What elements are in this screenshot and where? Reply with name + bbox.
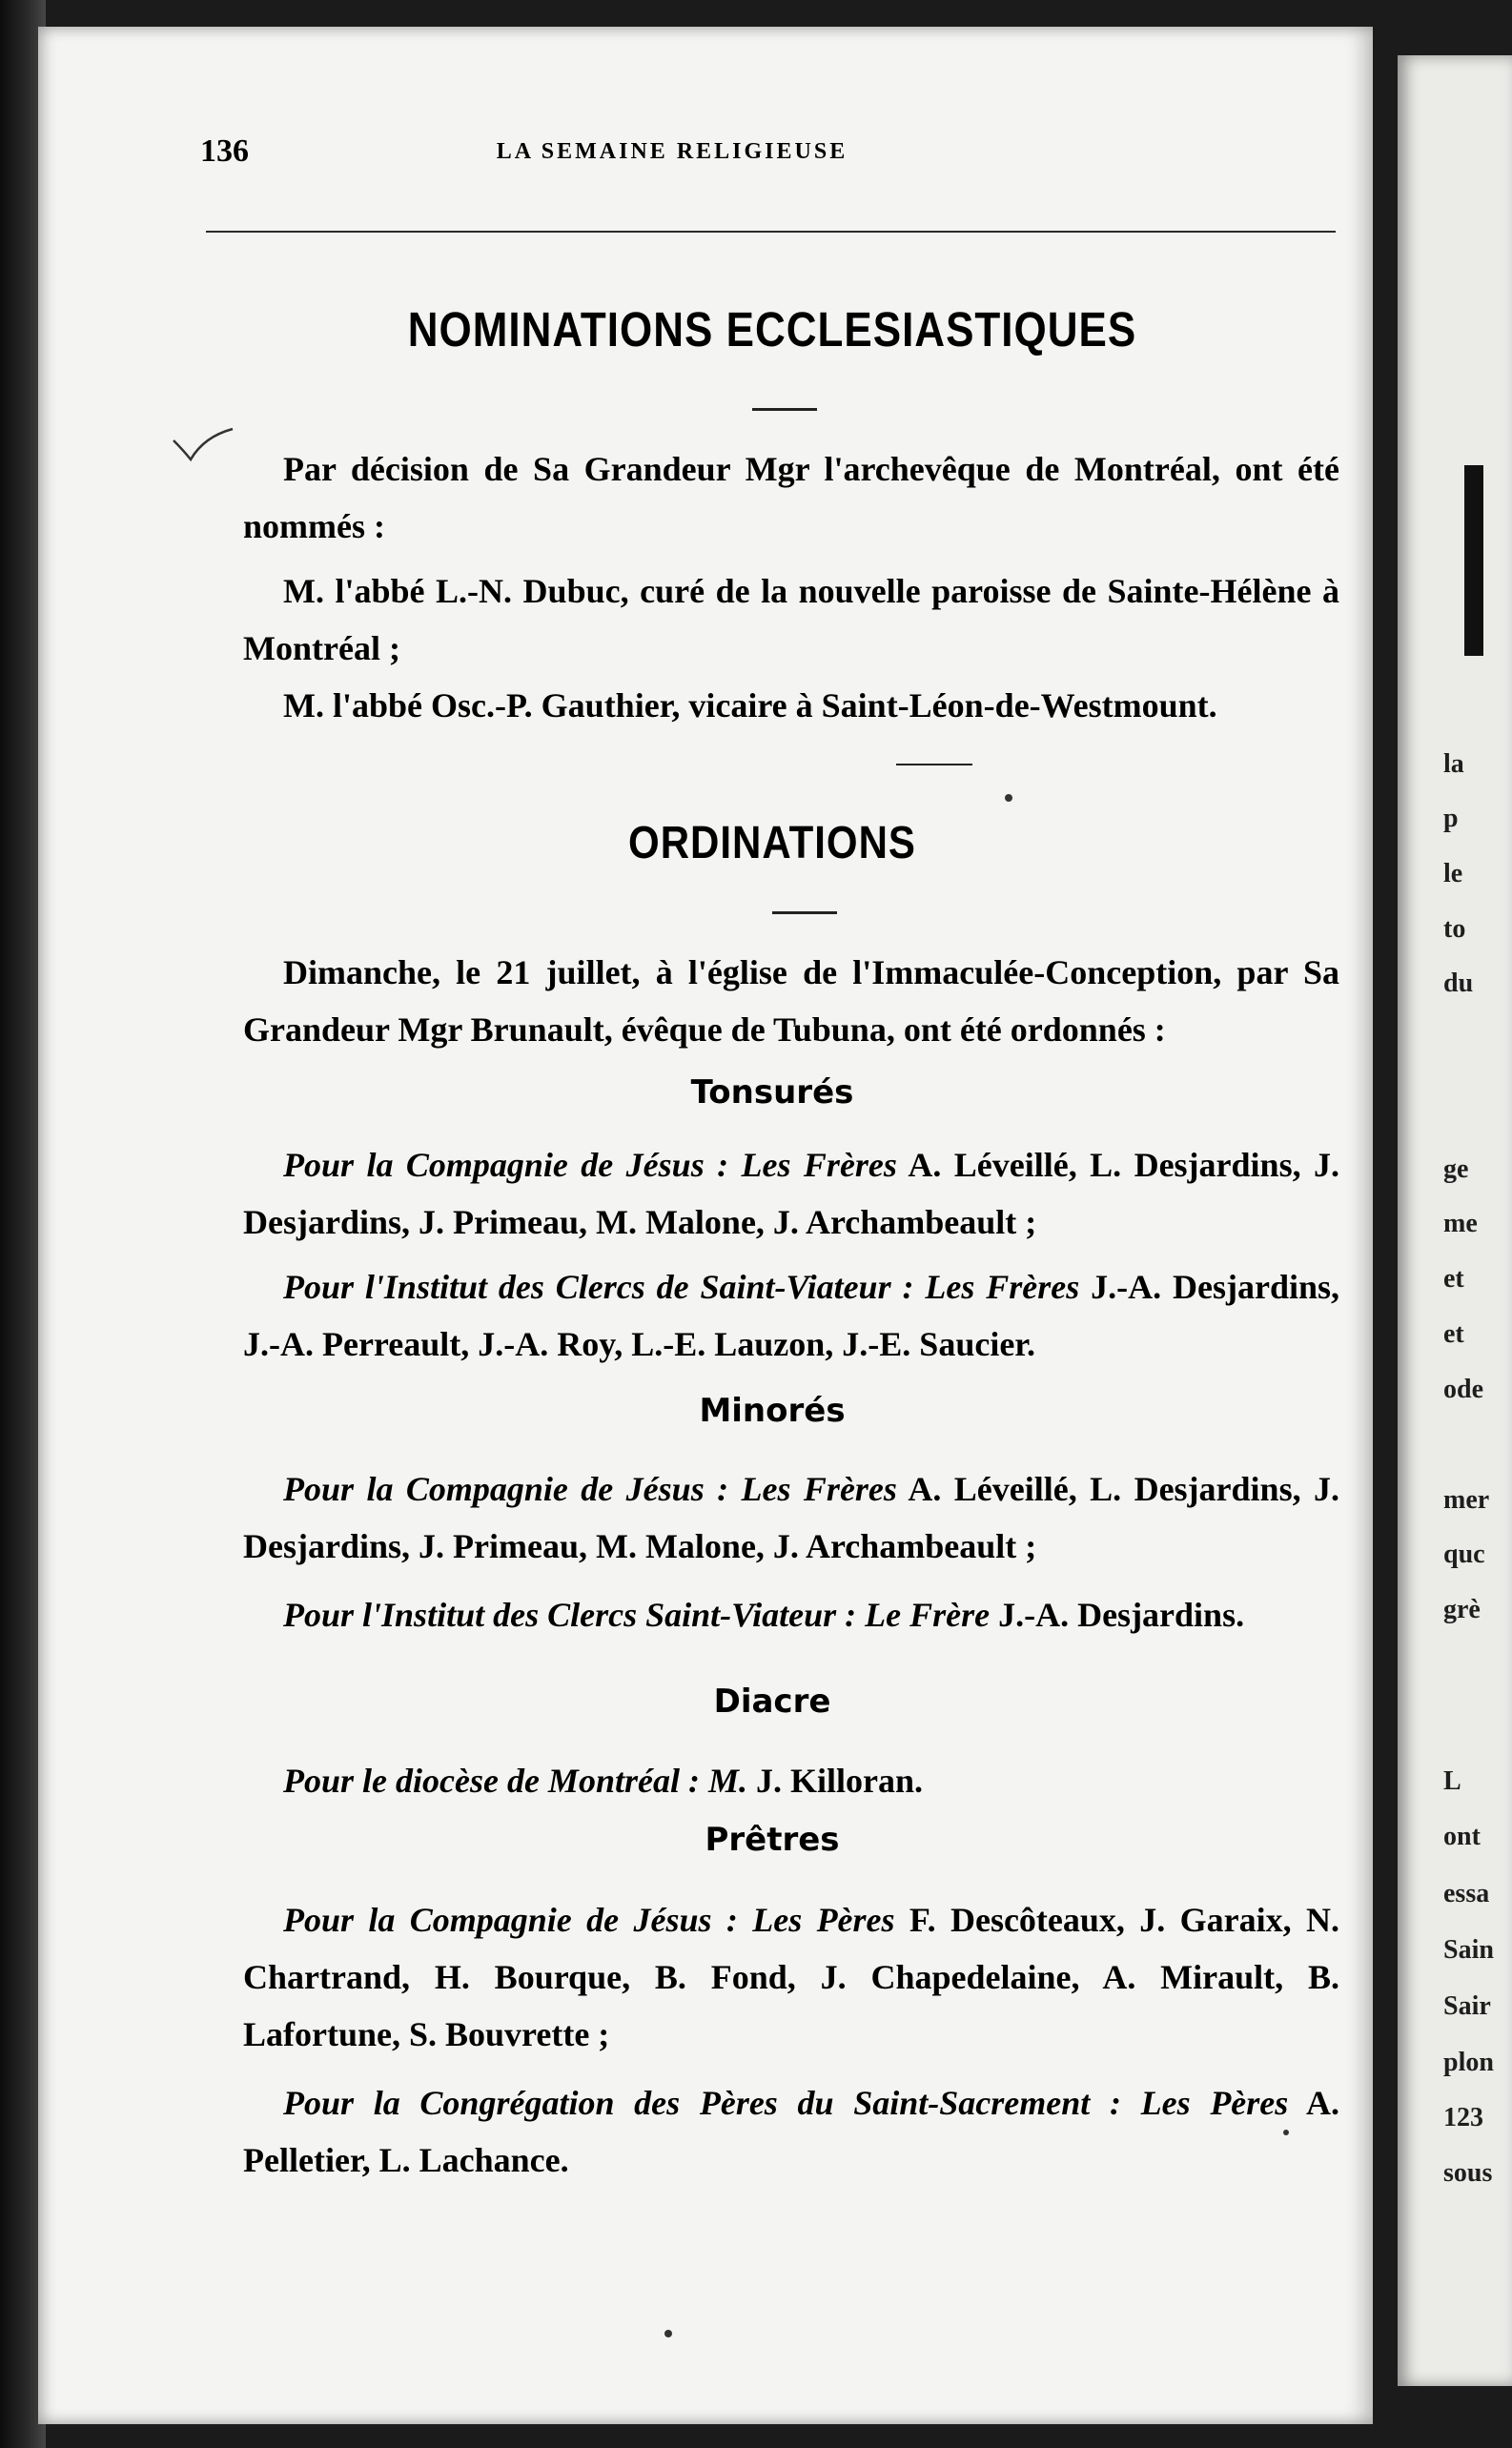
facing-fragment: quc [1443, 1540, 1485, 1569]
entry-names: F. Descôteaux, J. Garaix, N. Chartrand, H. Bourque, B. Fond, J. Chapedelaine, A. Mirault, B. Lafortune, S. Bouvrette ; [243, 1901, 1339, 2053]
facing-fragment: ode [1443, 1375, 1483, 1404]
group-heading-pretres: Prêtres [705, 1821, 840, 1859]
facing-fragment: du [1443, 969, 1474, 998]
entry-names: A. Léveillé, L. Desjardins, J. Desjardins, J. Primeau, M. Malone, J. Archambeault ; [243, 1470, 1339, 1565]
entry-prefix: Pour la Compagnie de Jésus : Les Frères [283, 1470, 897, 1508]
running-title: LA SEMAINE RELIGIEUSE [496, 139, 848, 164]
facing-fragment: ge [1443, 1154, 1469, 1184]
ordination-entry [243, 1258, 1339, 1373]
facing-fragment: Sair [1443, 1991, 1491, 2021]
facing-fragment: la [1443, 749, 1464, 779]
facing-fragment: essa [1443, 1879, 1490, 1908]
facing-fragment: 123 [1443, 2103, 1483, 2132]
check-mark-icon [170, 425, 236, 463]
facing-fragment: le [1443, 859, 1463, 888]
group-heading-tonsures: Tonsurés [690, 1073, 854, 1112]
entry-prefix: Pour la Compagnie de Jésus : Les Pères [283, 1901, 895, 1939]
header-rule [206, 231, 1336, 233]
nominations-title: NOMINATIONS ECCLESIASTIQUES [407, 303, 1137, 357]
facing-fragment: me [1443, 1209, 1478, 1238]
entry-names: J. Killoran. [746, 1762, 923, 1800]
facing-fragment: ont [1443, 1822, 1481, 1851]
entry-prefix: Pour le diocèse de Montréal : M. [283, 1762, 747, 1800]
section-divider [896, 764, 972, 765]
facing-page-black-tab [1464, 465, 1483, 656]
group-heading-diacre: Diacre [713, 1683, 831, 1721]
ink-speck [664, 2330, 672, 2337]
facing-fragment: et [1443, 1264, 1464, 1294]
running-head [200, 133, 1335, 191]
nomination-item: M. l'abbé L.-N. Dubuc, curé de la nouvelle paroisse de Sainte-Hélène à Montréal ; [243, 572, 1339, 667]
ordination-entry [243, 2074, 1339, 2189]
ordination-entry [243, 1460, 1339, 1575]
ordinations-title: ORDINATIONS [628, 816, 916, 868]
section-divider [752, 408, 817, 411]
facing-fragment: L [1443, 1766, 1461, 1796]
facing-fragment: to [1443, 914, 1466, 944]
entry-names: J.-A. Desjardins. [990, 1596, 1245, 1634]
facing-fragment: mer [1443, 1485, 1490, 1515]
facing-fragment: et [1443, 1319, 1464, 1349]
entry-names: A. Léveillé, L. Desjardins, J. Desjardins, J. Primeau, M. Malone, J. Archambeault ; [243, 1146, 1339, 1241]
page-number: 136 [200, 133, 249, 169]
nominations-intro: Par décision de Sa Grandeur Mgr l'archevêque de Montréal, ont été nommés : [243, 450, 1339, 545]
facing-fragment: sous [1443, 2158, 1493, 2188]
ordination-entry [243, 1891, 1339, 2063]
entry-prefix: Pour l'Institut des Clercs Saint-Viateur : Le Frère [283, 1596, 991, 1634]
group-heading-minores: Minorés [699, 1392, 846, 1430]
entry-prefix: Pour l'Institut des Clercs de Saint-Viateur : Les Frères [283, 1268, 1080, 1306]
ordination-entry [243, 1586, 1339, 1643]
ordination-entry [243, 1136, 1339, 1251]
entry-prefix: Pour la Congrégation des Pères du Saint-Sacrement : Les Pères [283, 2084, 1289, 2122]
section-divider [772, 911, 837, 914]
entry-names: A. Pelletier, L. Lachance. [243, 2084, 1339, 2179]
facing-fragment: Sain [1443, 1935, 1494, 1965]
facing-fragment: p [1443, 804, 1459, 833]
facing-fragment: grè [1443, 1595, 1481, 1624]
ordination-entry [243, 1752, 1339, 1809]
facing-fragment: plon [1443, 2048, 1494, 2077]
facing-page-edge [1398, 55, 1512, 2386]
entry-names: J.-A. Desjardins, J.-A. Perreault, J.-A. Roy, L.-E. Lauzon, J.-E. Saucier. [243, 1268, 1339, 1363]
ink-speck [1283, 2130, 1289, 2135]
ordinations-intro: Dimanche, le 21 juillet, à l'église de l'Immaculée-Conception, par Sa Grandeur Mgr Brunault, évêque de Tubuna, ont été ordonnés : [243, 953, 1339, 1049]
ink-speck [1005, 794, 1012, 802]
entry-prefix: Pour la Compagnie de Jésus : Les Frères [283, 1146, 897, 1184]
nomination-item: M. l'abbé Osc.-P. Gauthier, vicaire à Saint-Léon-de-Westmount. [283, 686, 1217, 724]
